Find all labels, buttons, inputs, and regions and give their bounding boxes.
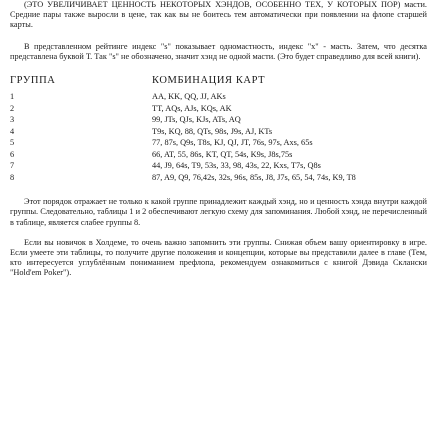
table-row xyxy=(10,127,427,139)
table-row xyxy=(10,92,427,104)
group-hands: 77, 87s, Q9s, T8s, KJ, QJ, JT, 76s, 97s, Axs, 65s xyxy=(152,138,313,148)
groups-header-left: ГРУППА xyxy=(10,74,56,86)
table-row xyxy=(10,115,427,127)
table-row xyxy=(10,173,427,185)
group-hands: TT, AQs, AJs, KQs, AK xyxy=(152,103,232,113)
order-paragraph: Этот порядок отражает не только к какой группе принадлежит каждый хэнд, но и ценность хэнда внутри каждой группы. Следовательно, таблицы 1 и 2 обеспечивают легкую схему для запоминания. Любой хэнд, не перечисленный в таблице, является слабее группы 8. xyxy=(10,197,427,227)
table-row xyxy=(10,138,427,150)
group-number: 2 xyxy=(10,103,15,113)
tips-paragraph: Если вы новичок в Холдеме, то очень важно запомнить эти группы. Снижая объем вашу ориентировку в игре. Если умеете эти таблицы, то получите другие положения и концепции, которые вы представили далее в главе (Тем, кто интересуется углублённым пониманием префлопа, рекомендуем ознакомиться с книгой Дэвида Склански "Hold'em Poker"). xyxy=(10,237,427,277)
group-hands: 99, JTs, QJs, KJs, ATs, AQ xyxy=(152,115,241,125)
groups-header-right: КОМБИНАЦИЯ КАРТ xyxy=(152,74,266,86)
groups-table-header xyxy=(10,75,427,88)
group-number: 5 xyxy=(10,138,15,148)
group-number: 1 xyxy=(10,92,15,102)
group-number: 3 xyxy=(10,115,15,125)
intro-paragraph: (ЭТО УВЕЛИЧИВАЕТ ЦЕННОСТЬ НЕКОТОРЫХ ХЭНДОВ, ОСОБЕННО ТЕХ, У КОТОРЫХ ПОР) масти. Средние пары также выросли в цене, так как вы не боитесь тем автоматически при появлении на флопе старшей карты. xyxy=(10,0,427,30)
group-number: 8 xyxy=(10,172,15,182)
group-number: 4 xyxy=(10,126,15,136)
table-row xyxy=(10,161,427,173)
group-hands: 44, J9, 64s, T9, 53s, 33, 98, 43s, 22, Kxs, T7s, Q8s xyxy=(152,161,321,171)
groups-table xyxy=(10,92,427,184)
group-hands: T9s, KQ, 88, QTs, 98s, J9s, AJ, KTs xyxy=(152,126,273,136)
group-number: 7 xyxy=(10,161,15,171)
table-row xyxy=(10,150,427,162)
notation-paragraph: В представленном рейтинге индекс "s" показывает одномастность, индекс "x" - масть. Затем, что десятка представлена буквой Т. Так "s" не обозначено, значит хэнд не одной масти. (Это будет справедливо для всей книги). xyxy=(10,42,427,62)
group-number: 6 xyxy=(10,149,15,159)
group-hands: AA, KK, QQ, JJ, AKs xyxy=(152,92,226,102)
table-row xyxy=(10,104,427,116)
group-hands: 87, A9, Q9, 76,42s, 32s, 96s, 85s, J8, J7s, 65, 54, 74s, K9, T8 xyxy=(152,172,356,182)
group-hands: 66, AT, 55, 86s, KT, QT, 54s, K9s, J8s,75s xyxy=(152,149,293,159)
